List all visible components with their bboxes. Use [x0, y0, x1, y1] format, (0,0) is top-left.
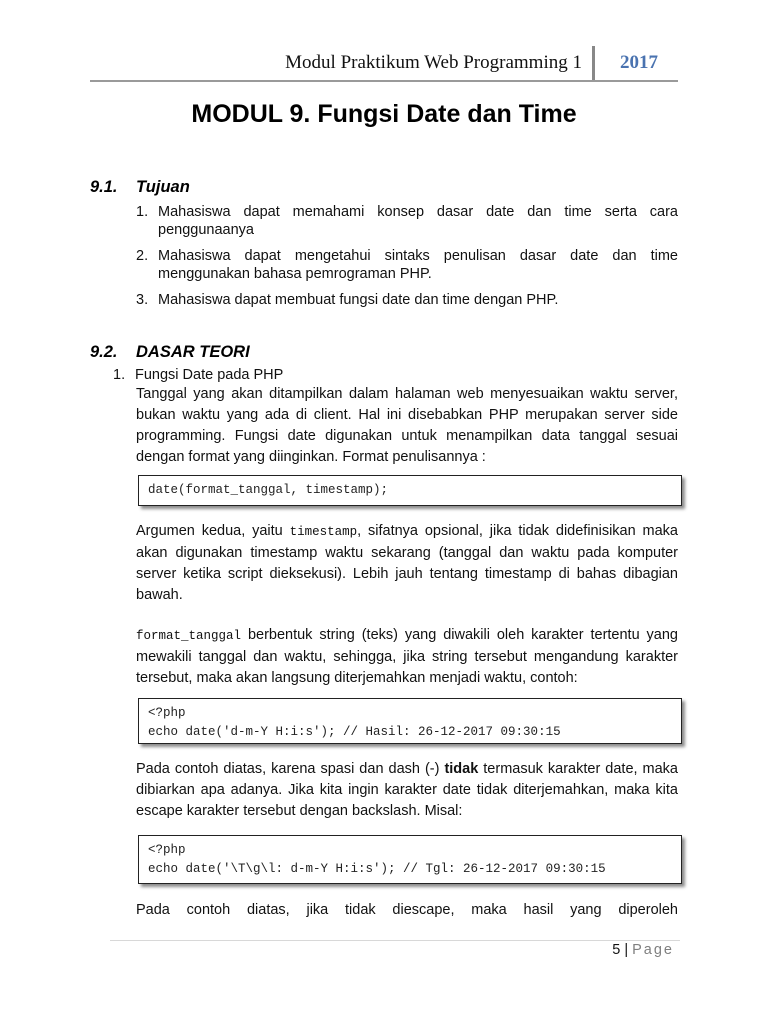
- page-number: 5: [612, 942, 621, 958]
- list-item: [136, 203, 678, 239]
- page-title: MODUL 9. Fungsi Date dan Time: [191, 100, 577, 128]
- list-item: [136, 247, 678, 283]
- paragraph-continuation: Pada contoh diatas, jika tidak diescape, maka hasil yang diperoleh: [136, 902, 678, 918]
- list-item: [136, 291, 678, 309]
- paragraph-format: [136, 625, 678, 689]
- header-divider: [592, 46, 595, 80]
- list-item-text: Mahasiswa dapat memahami konsep dasar date dan time serta cara penggunaanya: [158, 204, 678, 238]
- list-item-text: Mahasiswa dapat membuat fungsi date dan time dengan PHP.: [158, 292, 559, 308]
- paragraph-text: berbentuk string (teks) yang diwakili oleh karakter tertentu yang mewakili tanggal dan waktu, sehingga, jika string tersebut mengandung karakter tersebut, maka akan langsung diterjemahkan menjadi waktu, contoh:: [136, 627, 678, 686]
- list-item-text: Mahasiswa dapat mengetahui sintaks penulisan dasar date dan time menggunakan bahasa pemrograman PHP.: [158, 248, 678, 282]
- section-title: DASAR TEORI: [136, 343, 250, 361]
- section-heading-tujuan: [90, 178, 190, 197]
- footer-divider: [110, 940, 680, 941]
- paragraph-text: Argumen kedua, yaitu: [136, 523, 290, 539]
- section-title: Tujuan: [136, 178, 190, 196]
- subsection-number: 1.: [113, 367, 126, 383]
- list-item-number: 2.: [136, 248, 149, 264]
- code-block-syntax: date(format_tanggal, timestamp);: [138, 475, 682, 506]
- page-label: Page: [632, 942, 674, 958]
- code-block-example-2: <?php echo date('\T\g\l: d-m-Y H:i:s'); // Tgl: 26-12-2017 09:30:15: [138, 835, 682, 884]
- paragraph-text: termasuk karakter date, maka dibiarkan apa adanya. Jika kita ingin karakter date tidak diterjemahkan, maka kita escape karakter tersebut dengan backslash. Misal:: [136, 761, 678, 819]
- list-item-number: 1.: [136, 204, 149, 220]
- paragraph-text: , sifatnya opsional, jika tidak didefinisikan maka akan digunakan timestamp waktu sekarang (tanggal dan waktu pada komputer server ketika script dieksekusi). Lebih jauh tentang timestamp di bahas dibagian bawah.: [136, 523, 679, 603]
- inline-code: format_tanggal: [136, 629, 242, 643]
- subsection-heading: [113, 366, 283, 384]
- list-item-number: 3.: [136, 292, 149, 308]
- section-heading-dasar-teori: [90, 343, 250, 362]
- paragraph-text: Pada contoh diatas, karena spasi dan dash (-): [136, 761, 445, 777]
- paragraph-escape: [136, 759, 678, 822]
- page-header: [90, 46, 678, 82]
- header-year: 2017: [620, 52, 658, 73]
- subsection-title: Fungsi Date pada PHP: [135, 367, 284, 383]
- header-title: Modul Praktikum Web Programming 1: [285, 52, 582, 73]
- footer-separator: |: [624, 942, 629, 958]
- bold-word: tidak: [444, 761, 479, 777]
- code-block-example-1: <?php echo date('d-m-Y H:i:s'); // Hasil: 26-12-2017 09:30:15: [138, 698, 682, 744]
- paragraph-timestamp: [136, 521, 678, 606]
- paragraph-intro: Tanggal yang akan ditampilkan dalam halaman web menyesuaikan waktu server, bukan waktu yang ada di client. Hal ini disebabkan PHP merupakan server side programming. Fungsi date digunakan untuk menampilkan data tanggal sesuai dengan format yang diinginkan. Format penulisannya :: [136, 386, 678, 465]
- section-number: 9.2.: [90, 343, 118, 361]
- page-footer: [612, 942, 674, 958]
- inline-code: timestamp: [289, 525, 358, 539]
- section-number: 9.1.: [90, 178, 118, 196]
